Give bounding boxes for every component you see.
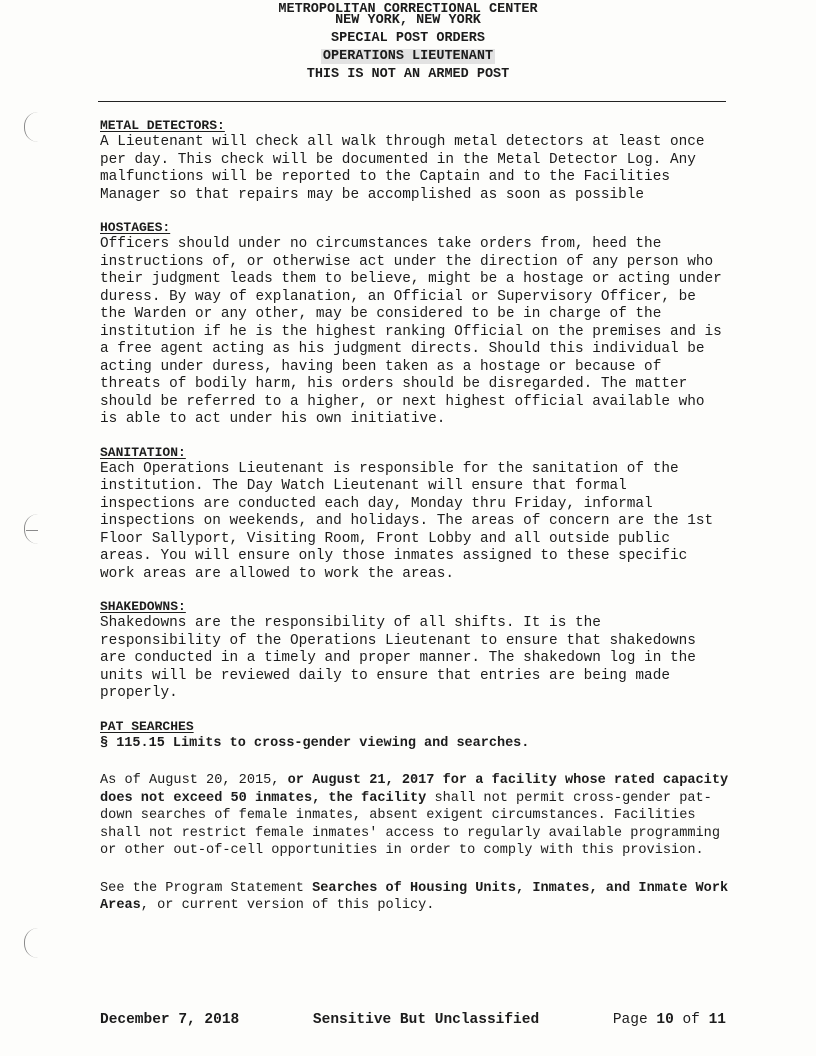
- section-sanitation: [100, 445, 730, 584]
- pat-paragraph-2: [100, 880, 730, 915]
- page-total: 11: [708, 1012, 726, 1028]
- document-header: [0, 2, 816, 84]
- text-run: See the Program Statement: [100, 880, 313, 896]
- section-hostages: [100, 220, 730, 429]
- section-shakedowns: [100, 599, 730, 703]
- footer-date: December 7, 2018: [100, 1012, 240, 1028]
- section-pat-searches: [100, 719, 730, 915]
- footer-classification: Sensitive But Unclassified: [312, 1012, 540, 1028]
- section-text: Officers should under no circumstances take orders from, heed the instructions of, or otherwise act under the direction of any person who their judgment leads them to believe, might be a hostage or acting under duress. By way of explanation, an Official or Supervisory Officer, be the Warden or any other, may be considered to be in charge of the institution if he is the highest ranking Official on the premises and is a free agent acting as his judgment directs. Should this individual be acting under duress, having been taken as a hostage or because of threats of bodily harm, his orders should be disregarded. The matter should be referred to a higher, or next highest official available who is able to act under his own initiative.: [100, 236, 722, 427]
- section-text: Each Operations Lieutenant is responsible for the sanitation of the institution. The Day Watch Lieutenant will ensure that formal inspections are conducted each day, Monday thru Friday, informal inspections on weekends, and holidays. The areas of concern are the 1st Floor Sallyport, Visiting Room, Front Lobby and all outside public areas. You will ensure only those inmates assigned to these specific work areas are allowed to work the areas.: [100, 460, 714, 582]
- section-heading: HOSTAGES:: [100, 220, 171, 235]
- header-location: NEW YORK, NEW YORK: [335, 13, 481, 28]
- margin-mark: [24, 112, 39, 142]
- page-current: 10: [656, 1012, 674, 1028]
- text-run-bold: Searches of Housing Units, Inmates, and Inmate Work Areas: [100, 880, 729, 913]
- margin-mark: [24, 928, 39, 958]
- margin-mark: [26, 530, 38, 531]
- section-metal-detectors: [100, 118, 730, 204]
- pat-paragraph-1: [100, 772, 730, 860]
- section-heading: SHAKEDOWNS:: [100, 599, 186, 614]
- margin-mark: [24, 514, 39, 544]
- document-footer: [100, 1012, 726, 1028]
- header-armed-notice: THIS IS NOT AN ARMED POST: [306, 67, 510, 82]
- header-title: SPECIAL POST ORDERS: [331, 31, 485, 46]
- header-facility: METROPOLITAN CORRECTIONAL CENTER: [278, 2, 538, 12]
- document-body: [100, 118, 730, 931]
- page-of: of: [682, 1012, 700, 1028]
- header-rule: [98, 101, 726, 102]
- header-post: OPERATIONS LIEUTENANT: [322, 49, 494, 64]
- section-subheading: § 115.15 Limits to cross-gender viewing and searches.: [100, 735, 530, 751]
- footer-page-number: [613, 1012, 726, 1028]
- section-text: Shakedowns are the responsibility of all shifts. It is the responsibility of the Operations Lieutenant to ensure that shakedowns are conducted in a timely and proper manner. The shakedown log in the units will be reviewed daily to ensure that entries are being made properly.: [100, 615, 696, 701]
- text-run: As of August 20, 2015,: [100, 773, 288, 788]
- page-label: Page: [612, 1012, 648, 1028]
- section-heading: SANITATION:: [100, 444, 186, 460]
- section-heading: PAT SEARCHES: [100, 718, 194, 734]
- section-text: A Lieutenant will check all walk through metal detectors at least once per day. This check will be documented in the Metal Detector Log. Any malfunctions will be reported to the Captain and to the Facilities Manager so that repairs may be accomplished as soon as possible: [100, 134, 705, 203]
- section-heading: METAL DETECTORS:: [100, 118, 225, 133]
- text-run: , or current version of this policy.: [140, 898, 435, 913]
- text-run: shall not permit cross-gender pat-down searches of female inmates, absent exigent circumstances. Facilities shall not restrict female inmates' access to regularly available programming or other out-of-cell opportunities in order to comply with this provision.: [100, 790, 720, 858]
- text-run-bold: or August 21, 2017 for a facility whose rated capacity does not exceed 50 inmates, the facility: [100, 773, 729, 806]
